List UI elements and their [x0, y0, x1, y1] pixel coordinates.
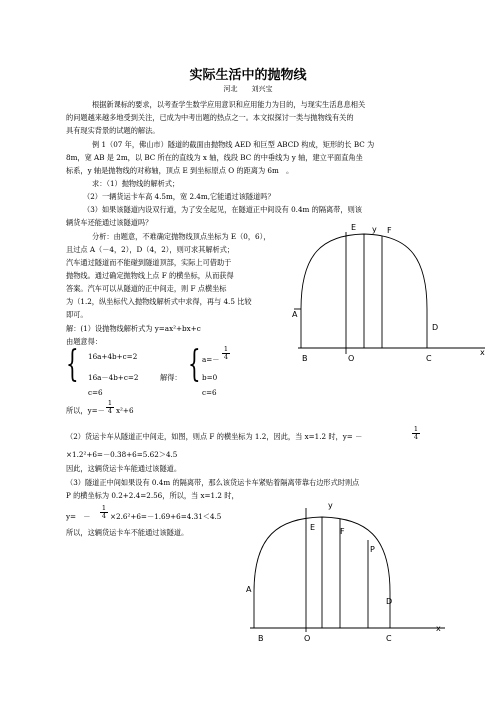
part3-line: y= －	[66, 512, 91, 521]
example-line: （3）如果该隧道内设双行道，为了安全起见，在隧道正中间设有 0.4m 的隔离带，则该	[83, 205, 362, 214]
right-brace: {	[188, 344, 201, 385]
label-a: A	[246, 585, 252, 594]
page-title: 实际生活中的抛物线	[189, 68, 307, 83]
part3-line: ×2.6²+6=－1.69+6=4.31＜4.5	[110, 512, 222, 521]
label-d: D	[432, 323, 439, 332]
fraction: $\frac{1}{4}$	[101, 504, 107, 520]
label-f: F	[340, 527, 345, 536]
intro-line: 具有现实背景的试题的解法。	[66, 126, 160, 135]
analysis-line: 抛物线。通过确定抛物线上点 F 的横坐标，从而获得	[66, 271, 234, 280]
part2-line: （2）货运卡车从隧道正中间走，如图，则点 F 的横坐标为 1.2，因此，当 x=1.2 时，y= －	[66, 432, 363, 441]
label-d: D	[386, 597, 393, 606]
part2-line: ×1.2²+6=－0.38+6=5.62＞4.5	[66, 450, 178, 459]
analysis-line: 汽车通过隧道而不能碰到隧道顶部，实际上可借助于	[66, 258, 232, 267]
conclusion-line: 所以，这辆货运卡车不能通过该隧道。	[66, 528, 189, 537]
analysis-line: 且过点 A（－4，2），D（4，2），则可求其解析式；	[66, 245, 235, 254]
example-line: 8m，宽 AB 是 2m，以 BC 所在的直线为 x 轴，线段 BC 的中垂线为 y 轴，建立平面直角坐	[66, 153, 363, 162]
analysis-line: 由题意得：	[66, 337, 102, 346]
equation: c=6	[88, 388, 103, 397]
equation: a=－	[202, 355, 220, 364]
example-line: 辆货车还能通过该隧道吗？	[66, 218, 153, 227]
analysis-line: 为（1.2，纵坐标代入抛物线解析式中求得，再与 4.5 比较	[66, 297, 252, 306]
tunnel-diagram-1	[280, 222, 490, 370]
part2-line: P 的横坐标为 0.2+2.4=2.56，所以，当 x=1.2 时，	[66, 491, 239, 500]
analysis-line: 答案。汽车可以从隧道的正中间走，则 F 点横坐标	[66, 284, 227, 293]
example-line: （2）一辆货运卡车高 4.5m，宽 2.4m,它能通过该隧道吗？	[83, 192, 275, 201]
intro-line: 根据新课标的要求，以考查学生数学应用意识和应用能力为目的，与现实生活息息相关	[92, 100, 366, 109]
label-b: B	[302, 354, 308, 363]
analysis-line: 即可。	[66, 310, 88, 319]
label-y: y	[328, 501, 333, 510]
label-x: x	[436, 624, 441, 633]
equation: 16a－4b+c=2	[88, 373, 139, 382]
equation: 16a+4b+c=2	[88, 352, 138, 361]
label-o: O	[304, 634, 311, 643]
fraction: $\frac{1}{4}$	[223, 345, 229, 361]
fraction: $\frac{1}{4}$	[107, 399, 113, 415]
label-p: P	[370, 545, 375, 554]
label-a: A	[292, 310, 298, 319]
label-f: F	[387, 226, 392, 235]
label-b: B	[258, 634, 264, 643]
part2-line: （3）隧道正中间如果设有 0.4m 的隔离带，那么该货运卡车紧贴着隔离带靠右边形式时则点	[66, 478, 360, 487]
example-line: 例 1（07 年，佛山市）隧道的截面由抛物线 AED 和巨型 ABCD 构成，矩形的长 BC 为	[92, 140, 375, 149]
left-brace: {	[66, 344, 79, 385]
label-x: x	[480, 348, 485, 357]
label-e: E	[351, 223, 357, 232]
equation: b=0	[202, 373, 218, 382]
author-line: 河北 刘兴宝	[223, 85, 273, 93]
solution-line: 所以，y=－	[66, 406, 105, 415]
analysis-line: 解：(1）设抛物线解析式为 y=ax²+bx+c	[66, 324, 201, 333]
intro-line: 的问题越来越多地受到关注，已成为中考出题的热点之一。本文拟探讨一类与抛物线有关的	[66, 113, 354, 122]
label-o: O	[348, 354, 355, 363]
tunnel-diagram-2	[240, 498, 450, 648]
label-e: E	[310, 523, 316, 532]
equation: c=6	[202, 388, 217, 397]
label-c: C	[386, 634, 392, 643]
fraction: $\frac{1}{4}$	[413, 425, 419, 441]
solution-line: x²+6	[116, 406, 134, 415]
solve-label: 解得：	[160, 373, 182, 382]
example-line: 标系，y 轴是抛物线的对称轴，顶点 E 到坐标原点 O 的距离为 6m 。	[66, 166, 294, 175]
part2-line: 因此，这辆货运卡车能通过该隧道。	[66, 464, 182, 473]
label-c: C	[426, 354, 432, 363]
example-line: 求：（1）抛物线的解析式；	[92, 179, 180, 188]
label-y: y	[372, 225, 377, 234]
analysis-line: 分析：由题意，不难确定抛物线顶点坐标为 E（0，6），	[92, 232, 271, 241]
